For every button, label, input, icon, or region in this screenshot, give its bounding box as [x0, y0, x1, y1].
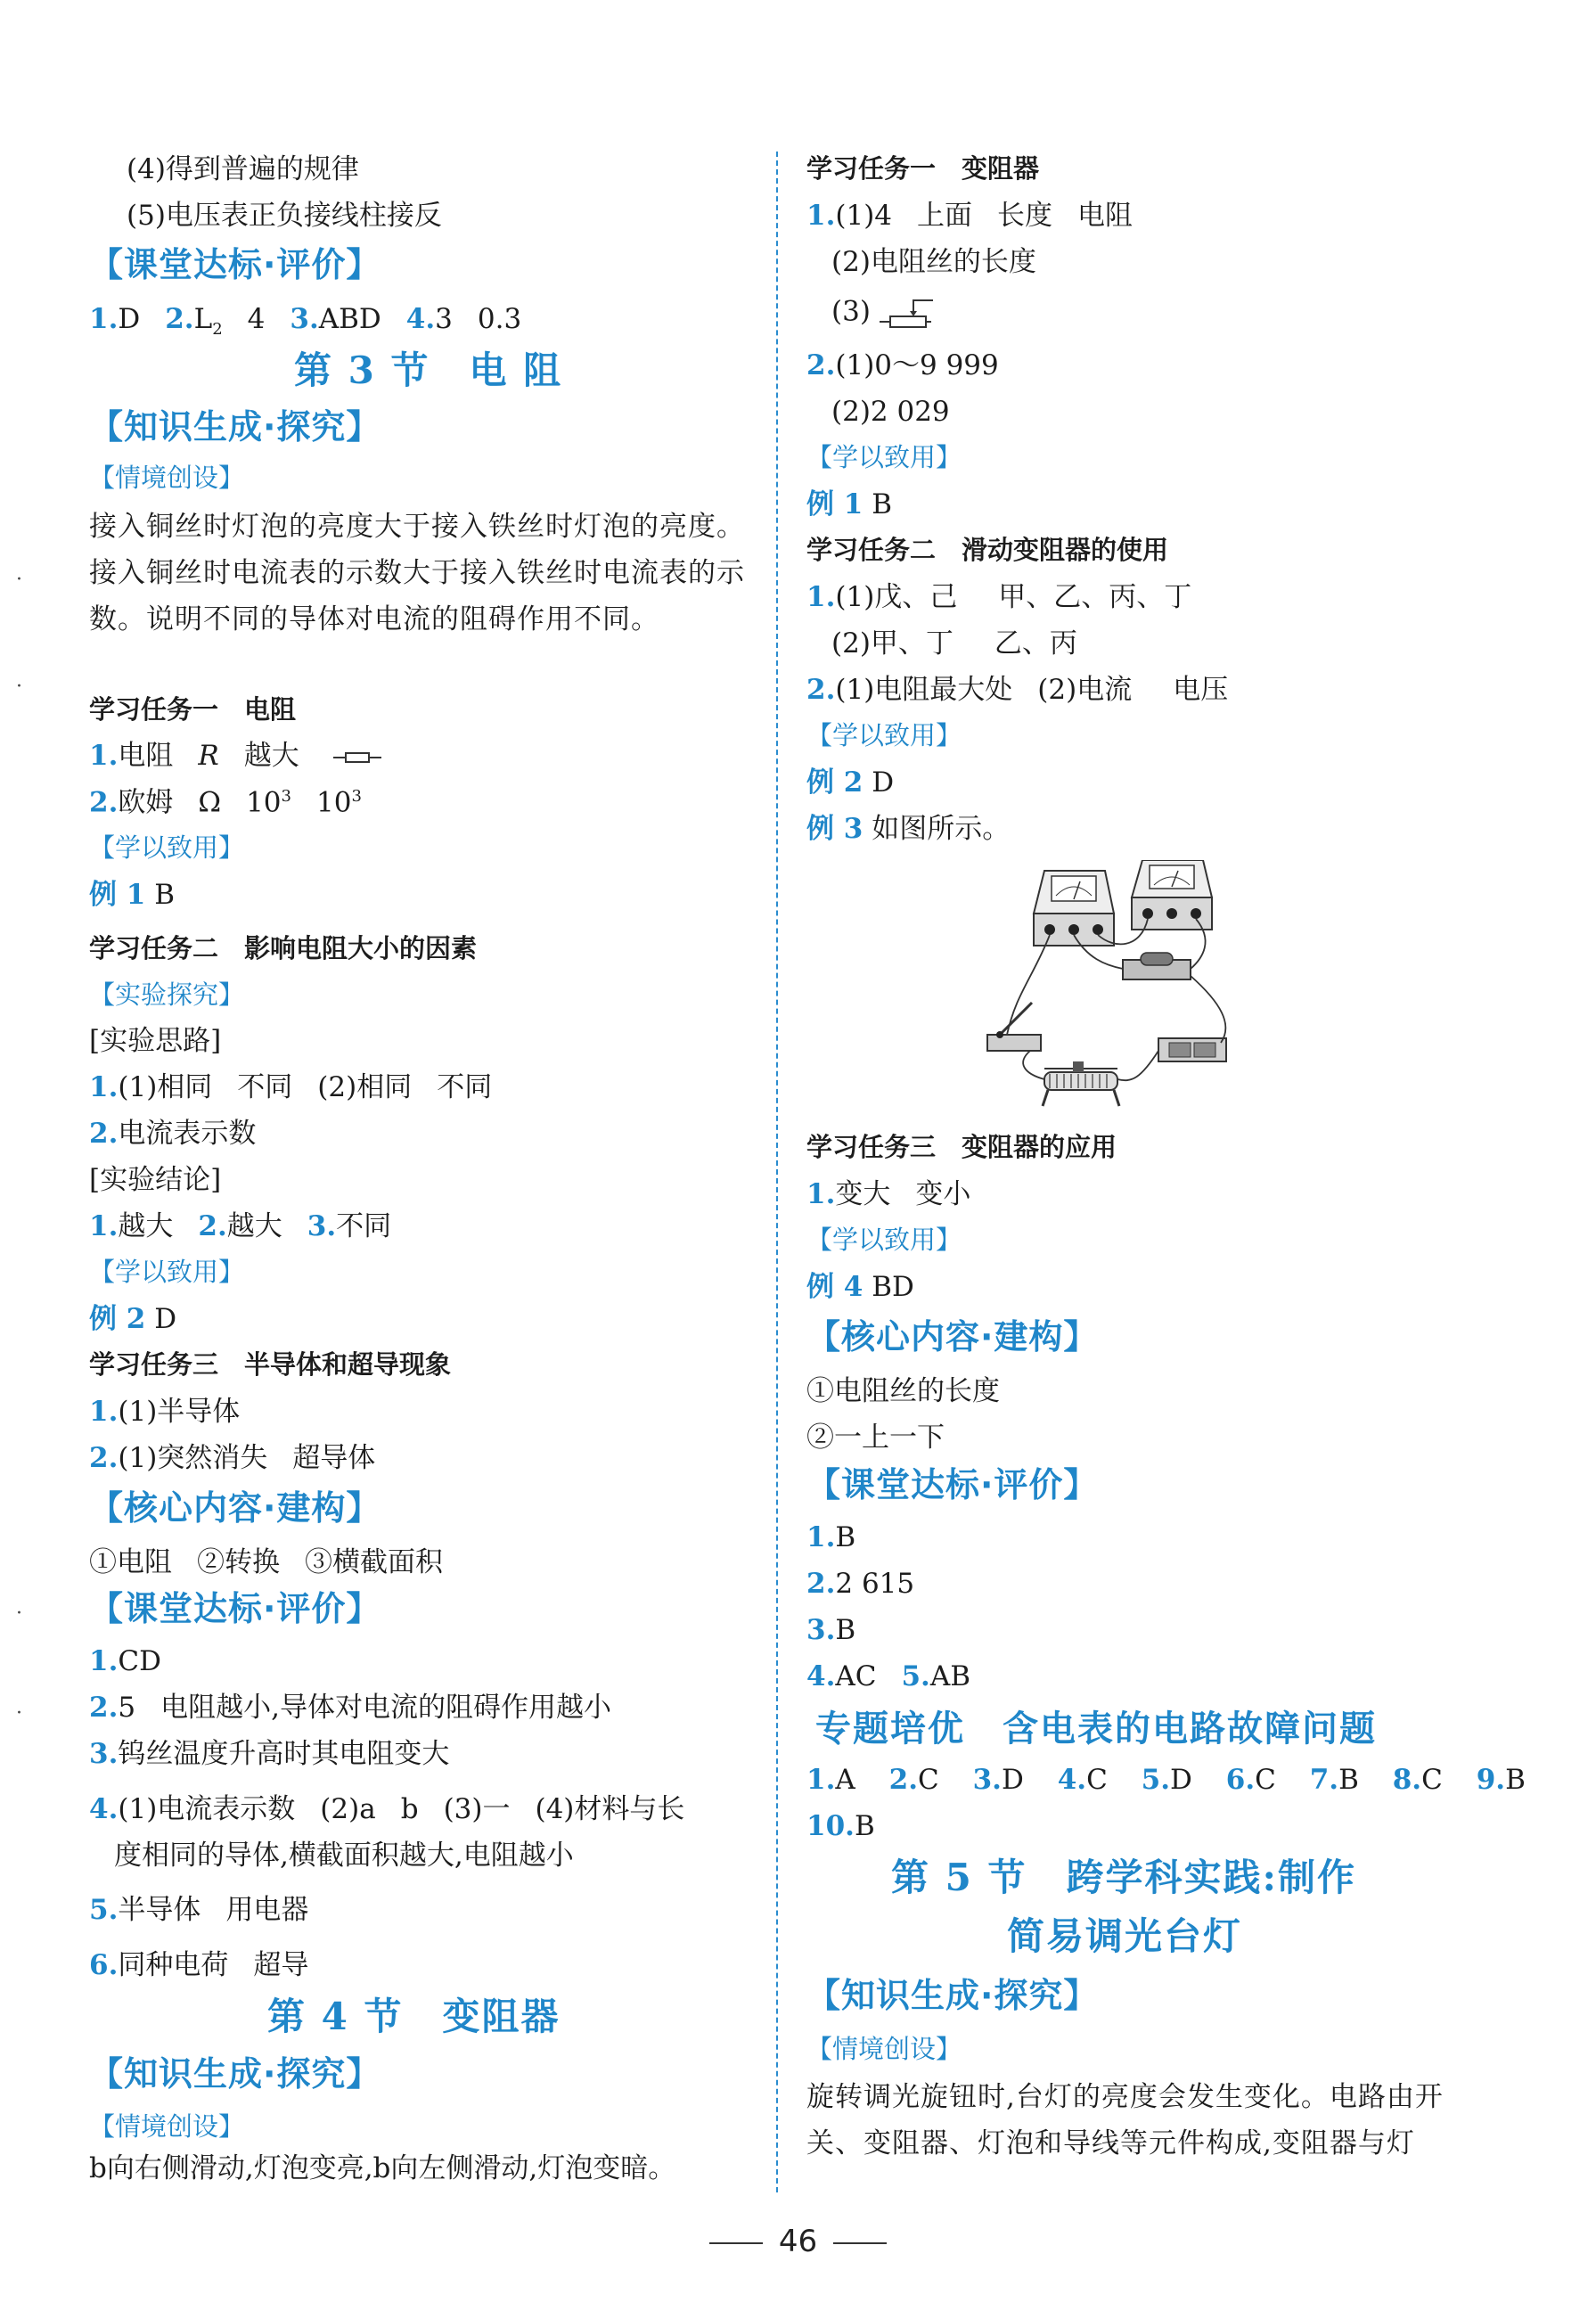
block-heading: 【知识生成·探究】 [806, 1976, 1099, 2015]
bracket-label: [实验结论] [89, 1164, 222, 1196]
task-heading: 学习任务二 影响电阻大小的因素 [89, 933, 478, 963]
section-title: 第 3 节 电 阻 [294, 348, 563, 392]
sub-heading: 【学以致用】 [89, 1257, 245, 1287]
task-heading: 学习任务一 电阻 [89, 694, 297, 725]
sub-heading: 【学以致用】 [806, 720, 962, 750]
answer-line: 4.(1)电流表示数 (2)a b (3)一 (4)材料与长 [89, 1793, 685, 1825]
answer-line: 1.电阻 R 越大 [89, 742, 381, 770]
task-heading: 学习任务二 滑动变阻器的使用 [806, 535, 1169, 565]
battery-holder-icon [1158, 1038, 1226, 1061]
answer-line: 2.(1)0～9 999 [806, 349, 999, 381]
answer-row: 1.A 2.C 3.D 4.C 5.D 6.C 7.B 8.C 9.B [806, 1764, 1526, 1796]
answer-line: 1.(1)相同 不同 (2)相同 不同 [89, 1071, 493, 1103]
sub-heading: 【实验探究】 [89, 979, 245, 1010]
block-heading: 【知识生成·探究】 [89, 2054, 381, 2094]
task-heading: 学习任务三 半导体和超导现象 [89, 1349, 452, 1380]
page-number [0, 2226, 1596, 2257]
column-divider [776, 152, 778, 2192]
answer-line: 2.电流表示数 [89, 1118, 257, 1150]
sub-heading: 【学以致用】 [806, 442, 962, 472]
block-heading: 【课堂达标·评价】 [806, 1465, 1099, 1504]
section-title: 第 5 节 跨学科实践:制作 [891, 1856, 1356, 1899]
answer-line: 2.5 电阻越小,导体对电流的阻碍作用越小 [89, 1692, 611, 1724]
page-number-dash [833, 2242, 887, 2244]
rheostat-symbol-icon [880, 295, 942, 331]
answer-line: (2)2 029 [831, 396, 950, 428]
page-number-dash [709, 2242, 763, 2244]
sliding-rheostat-icon [1043, 1061, 1119, 1106]
sub-heading: 【情境创设】 [89, 2111, 245, 2142]
block-heading: 【知识生成·探究】 [89, 407, 381, 447]
answer-line: 3.B [806, 1614, 856, 1646]
answer-line: (2)甲、丁 乙、丙 [831, 627, 1077, 660]
task-heading: 学习任务三 变阻器的应用 [806, 1132, 1117, 1162]
answer-line: 1.D $2.L_2$ 4 3.ABD 4.3 0.3 [89, 303, 522, 340]
margin-mark: · [16, 676, 22, 698]
example-answer: 例 1 B [806, 488, 893, 520]
resistor-symbol-icon [333, 748, 381, 767]
bracket-label: [实验思路] [89, 1025, 222, 1057]
answer-line: (3) [831, 295, 942, 331]
ammeter-icon [1034, 871, 1114, 946]
task-heading: 学习任务一 变阻器 [806, 153, 1040, 184]
answer-line: 10.B [806, 1810, 875, 1842]
example-answer: 例 2 D [806, 766, 895, 799]
answer-line: 5.半导体 用电器 [89, 1894, 309, 1926]
example-answer: 例 2 D [89, 1303, 177, 1335]
core-content: ①电阻丝的长度 [806, 1375, 1000, 1407]
paragraph: 旋转调光旋钮时,台灯的亮度会发生变化。电路由开关、变阻器、灯泡和导线等元件构成,变阻器与灯 [806, 2081, 1444, 2159]
paragraph: b向右侧滑动,灯泡变亮,b向左侧滑动,灯泡变暗。 [89, 2152, 676, 2184]
sub-heading: 【情境创设】 [89, 463, 245, 493]
block-heading: 【核心内容·建构】 [806, 1317, 1099, 1356]
block-heading: 【核心内容·建构】 [89, 1488, 381, 1528]
answer-line: 4.AC 5.AB [806, 1660, 971, 1692]
core-content: ②一上一下 [806, 1422, 945, 1454]
answer-line: 3.钨丝温度升高时其电阻变大 [89, 1738, 450, 1770]
page-number-text: 46 [778, 2224, 818, 2259]
answer-line: (2)电阻丝的长度 [831, 246, 1036, 278]
example-answer: 例 4 BD [806, 1271, 914, 1303]
answer-line: 度相同的导体,横截面积越大,电阻越小 [114, 1840, 574, 1872]
paragraph: 接入铜丝时灯泡的亮度大于接入铁丝时灯泡的亮度。接入铜丝时电流表的示数大于接入铁丝时电流表的示数。说明不同的导体对电流的阻碍作用不同。 [89, 511, 745, 635]
answer-line: 2.(1)电阻最大处 (2)电流 电压 [806, 674, 1229, 706]
answer-line: 1.CD [89, 1645, 161, 1677]
answer-line: 1.(1)戊、己 甲、乙、丙、丁 [806, 581, 1192, 613]
answer-line: 1.(1)4 上面 长度 电阻 [806, 200, 1134, 232]
sub-heading: 【情境创设】 [806, 2034, 962, 2064]
answer-line: 2.2 615 [806, 1568, 915, 1600]
answer-line: (5)电压表正负接线柱接反 [127, 200, 442, 232]
answer-line: 6.同种电荷 超导 [89, 1949, 309, 1981]
circuit-diagram [980, 860, 1239, 1127]
section-title-cont: 简易调光台灯 [1007, 1914, 1243, 1958]
sub-heading: 【学以致用】 [806, 1225, 962, 1255]
example-answer: 例 3 如图所示。 [806, 813, 1011, 845]
answer-line: 2.欧姆 Ω $10^3$ $10^3$ [89, 786, 362, 819]
answer-line: 1.(1)半导体 [89, 1396, 241, 1428]
core-content: ①电阻 ②转换 ③横截面积 [89, 1546, 443, 1578]
margin-mark: · [16, 1602, 22, 1625]
answer-line: (4)得到普遍的规律 [127, 153, 359, 185]
voltmeter-icon [1132, 860, 1212, 930]
example-answer: 例 1 B [89, 879, 176, 911]
section-title: 第 4 节 变阻器 [267, 1995, 561, 2038]
answer-line: 1.越大 2.越大 3.不同 [89, 1210, 392, 1242]
margin-mark: · [16, 1702, 22, 1725]
answer-line: 2.(1)突然消失 超导体 [89, 1442, 376, 1474]
margin-mark: · [16, 569, 22, 591]
block-heading: 【课堂达标·评价】 [89, 245, 381, 284]
block-heading: 【课堂达标·评价】 [89, 1589, 381, 1628]
answer-line: 1.B [806, 1521, 856, 1553]
answer-line: 1.变大 变小 [806, 1178, 971, 1210]
resistor-component-icon [1123, 953, 1191, 979]
sub-heading: 【学以致用】 [89, 832, 245, 863]
special-topic-title: 专题培优 含电表的电路故障问题 [815, 1708, 1377, 1749]
